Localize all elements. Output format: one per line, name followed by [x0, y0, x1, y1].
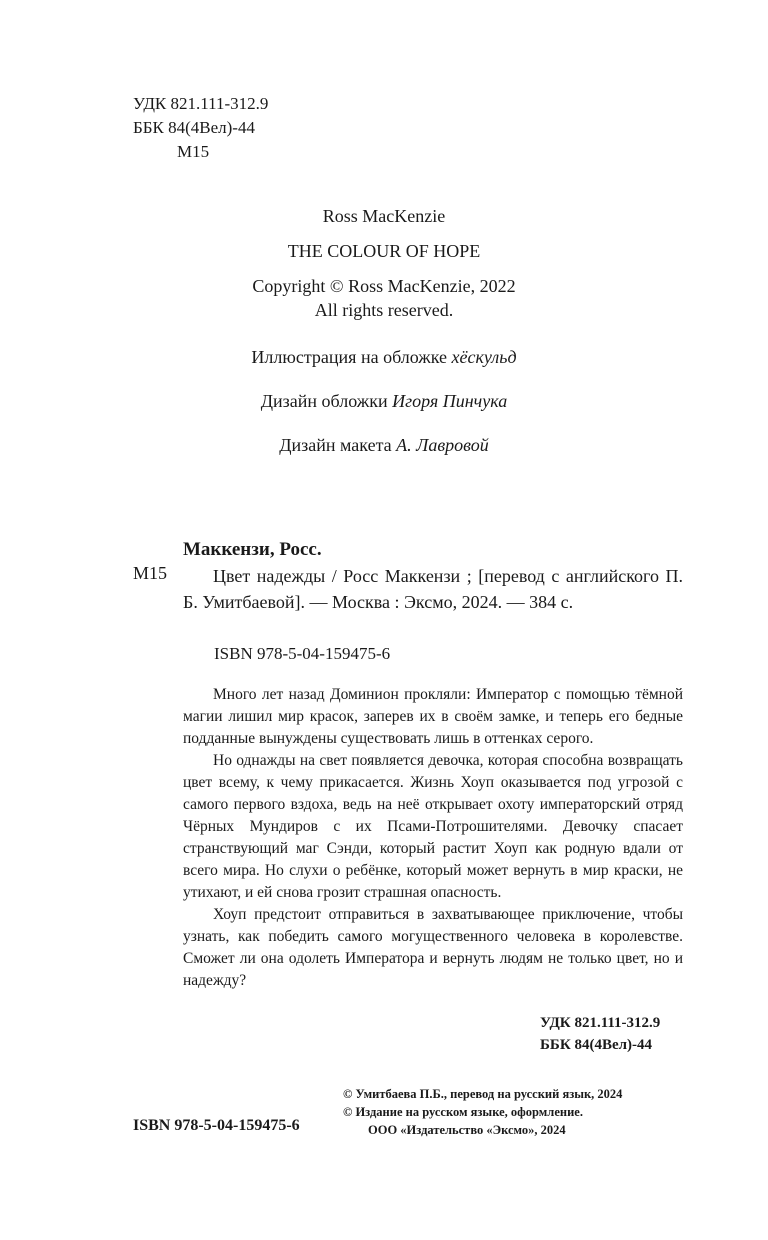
- edition-copyright: © Издание на русском языке, оформление.: [343, 1105, 583, 1119]
- illustration-credit: [0, 345, 768, 369]
- annotation-paragraph: Но однажды на свет появляется девочка, которая способна возвращать цвет всему, к чему прикасается. Жизнь Хоуп оказывается под угрозой с самого первого вздоха, ведь на неё открывает охоту императорский отряд Чёрных Мундиров с их Псами-Потрошителями. Девочку спасает странствующий маг Сэнди, который растит Хоуп как родную вдали от всего мира. Но слухи о ребёнке, который может вернуть в мир краски, не утихают, и ей снова грозит страшная опасность.: [183, 752, 683, 901]
- annotation-bbk: ББК 84(4Вел)-44: [540, 1037, 653, 1053]
- bib-author: Маккензи, Росс.: [183, 539, 322, 560]
- cover-design-name: Игоря Пинчука: [392, 391, 508, 411]
- original-title: THE COLOUR OF HOPE: [287, 241, 481, 261]
- cover-design-label: Дизайн обложки: [260, 391, 393, 411]
- illustration-label: Иллюстрация на обложке: [251, 347, 452, 367]
- imprint-isbn: ISBN 978-5-04-159475-6: [133, 1117, 300, 1134]
- layout-design-credit: [0, 433, 768, 457]
- bib-isbn: ISBN 978-5-04-159475-6: [214, 644, 391, 663]
- author-mark: М15: [177, 142, 210, 161]
- publisher-line: ООО «Издательство «Эксмо», 2024: [368, 1123, 566, 1137]
- illustration-name: хёскульд: [451, 347, 517, 367]
- copyright-line: Copyright © Ross MacKenzie, 2022: [252, 276, 516, 296]
- udk-code: УДК 821.111-312.9: [133, 94, 269, 113]
- annotation: [183, 684, 683, 992]
- cover-design-credit: [0, 389, 768, 413]
- translation-copyright: © Умитбаева П.Б., перевод на русский язык, 2024: [343, 1087, 623, 1101]
- annotation-paragraph: Хоуп предстоит отправиться в захватывающее приключение, чтобы узнать, как победить самого могущественного человека в королевстве. Сможет ли она одолеть Императора и вернуть людям не только цвет, но и надежду?: [183, 906, 683, 989]
- annotation-udk: УДК 821.111-312.9: [540, 1015, 661, 1031]
- layout-design-name: А. Лавровой: [396, 435, 489, 455]
- bib-description: Цвет надежды / Росс Маккензи ; [перевод с английского П. Б. Умитбаевой]. — Москва : Эксмо, 2024. — 384 с.: [183, 566, 683, 612]
- layout-design-label: Дизайн макета: [279, 435, 397, 455]
- original-author: Ross MacKenzie: [322, 206, 446, 226]
- bbk-code: ББК 84(4Вел)-44: [133, 118, 255, 137]
- rights-reserved: All rights reserved.: [314, 300, 454, 320]
- bib-code: М15: [133, 563, 168, 583]
- annotation-paragraph: Много лет назад Доминион прокляли: Император с помощью тёмной магии лишил мир красок, заперев их в своём замке, и теперь его бедные подданные вынуждены существовать лишь в оттенках серого.: [183, 686, 683, 747]
